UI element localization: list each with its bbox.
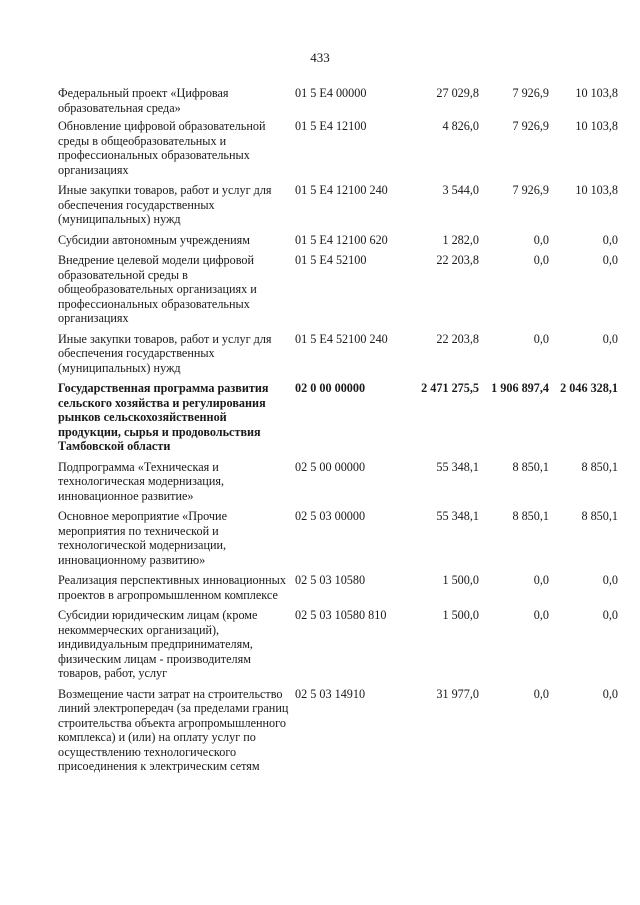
row-code: 02 5 03 14910 (295, 686, 366, 701)
row-value-3: 8 850,1 (581, 509, 618, 523)
row-value-3: 10 103,8 (575, 183, 618, 197)
row-code: 01 5 E4 12100 (295, 119, 367, 133)
budget-table-body (58, 86, 618, 780)
row-code: 02 5 03 00000 (295, 509, 366, 523)
table-row (58, 381, 618, 460)
row-code: 02 5 03 10580 (295, 573, 366, 587)
row-name: Подпрограмма «Техническая и технологическая модернизация, инновационное развитие» (58, 459, 224, 503)
row-value-2: 0,0 (533, 232, 549, 247)
table-row (58, 608, 618, 687)
row-name: Федеральный проект «Цифровая образовательная среда» (58, 86, 229, 115)
row-value-3: 0,0 (602, 232, 618, 247)
row-name: Основное мероприятие «Прочие мероприятия по технической и технологической модернизации, инновационному развитию» (58, 509, 227, 567)
table-row (58, 233, 618, 254)
table-row (58, 253, 618, 332)
row-value-3: 0,0 (602, 608, 618, 622)
row-value-3: 10 103,8 (575, 119, 618, 133)
row-name: Обновление цифровой образовательной среды в общеобразовательных и профессиональных образовательных организациях (58, 119, 266, 177)
row-code: 01 5 E4 12100 620 (295, 232, 388, 247)
row-value-3: 8 850,1 (581, 459, 618, 474)
row-value-2: 8 850,1 (512, 509, 549, 523)
budget-table (58, 86, 618, 780)
row-name: Иные закупки товаров, работ и услуг для обеспечения государственных (муниципальных) нужд (58, 183, 272, 226)
table-row (58, 509, 618, 573)
row-name: Субсидии автономным учреждениям (58, 232, 250, 247)
row-value-2: 7 926,9 (512, 183, 549, 197)
row-name: Внедрение целевой модели цифровой образовательной среды в общеобразовательных организациях и профессиональных образовательных организациях (58, 253, 257, 325)
row-value-3: 0,0 (602, 686, 618, 701)
row-code: 01 5 E4 52100 240 (295, 331, 388, 346)
row-value-1: 55 348,1 (436, 459, 479, 474)
row-value-1: 1 500,0 (442, 573, 479, 587)
row-code: 01 5 E4 52100 (295, 253, 367, 267)
row-code: 02 5 00 00000 (295, 459, 366, 474)
row-value-2: 7 926,9 (512, 119, 549, 133)
row-name: Возмещение части затрат на строительство линий электропередач (за пределами границ строительства объекта агропромышленного комплекса) и (или) на оплату услуг по осуществлению технологического присоединения к электрическим сетям (58, 686, 289, 773)
row-value-1: 31 977,0 (436, 686, 479, 701)
row-code: 01 5 E4 00000 (295, 86, 367, 100)
row-value-3: 2 046 328,1 (560, 381, 618, 395)
row-name: Реализация перспективных инновационных проектов в агропромышленном комплексе (58, 573, 286, 602)
table-row (58, 460, 618, 510)
table-row (58, 183, 618, 233)
row-value-1: 2 471 275,5 (421, 381, 479, 395)
row-value-1: 1 500,0 (442, 608, 479, 622)
row-value-3: 0,0 (602, 331, 618, 346)
row-value-1: 3 544,0 (442, 183, 479, 197)
row-value-1: 22 203,8 (436, 331, 479, 346)
row-code: 02 5 03 10580 810 (295, 608, 387, 622)
row-value-1: 4 826,0 (442, 119, 479, 133)
table-row (58, 687, 618, 780)
row-code: 02 0 00 00000 (295, 381, 366, 395)
row-value-2: 0,0 (533, 573, 549, 587)
table-row (58, 119, 618, 183)
table-row (58, 332, 618, 382)
row-value-2: 0,0 (533, 608, 549, 622)
row-value-2: 0,0 (533, 331, 549, 346)
row-value-3: 0,0 (602, 253, 618, 267)
page-number: 433 (310, 50, 330, 65)
row-value-2: 7 926,9 (512, 86, 549, 100)
row-value-3: 10 103,8 (575, 86, 618, 100)
row-name: Иные закупки товаров, работ и услуг для обеспечения государственных (муниципальных) нужд (58, 331, 272, 375)
row-name: Государственная программа развития сельского хозяйства и регулирования рынков сельскохозяйственной продукции, сырья и продовольствия Тамбовской области (58, 381, 269, 453)
row-value-1: 55 348,1 (436, 509, 479, 523)
row-value-2: 8 850,1 (512, 459, 549, 474)
table-row (58, 86, 618, 119)
row-value-3: 0,0 (602, 573, 618, 587)
row-value-1: 22 203,8 (436, 253, 479, 267)
table-row (58, 573, 618, 608)
row-value-1: 27 029,8 (436, 86, 479, 100)
row-value-2: 1 906 897,4 (491, 381, 549, 395)
row-value-1: 1 282,0 (442, 232, 479, 247)
row-value-2: 0,0 (533, 253, 549, 267)
row-value-2: 0,0 (533, 686, 549, 701)
row-code: 01 5 E4 12100 240 (295, 183, 388, 197)
row-name: Субсидии юридическим лицам (кроме некоммерческих организаций), индивидуальным предпринимателям, физическим лицам - производителям товаров, работ, услуг (58, 608, 258, 680)
